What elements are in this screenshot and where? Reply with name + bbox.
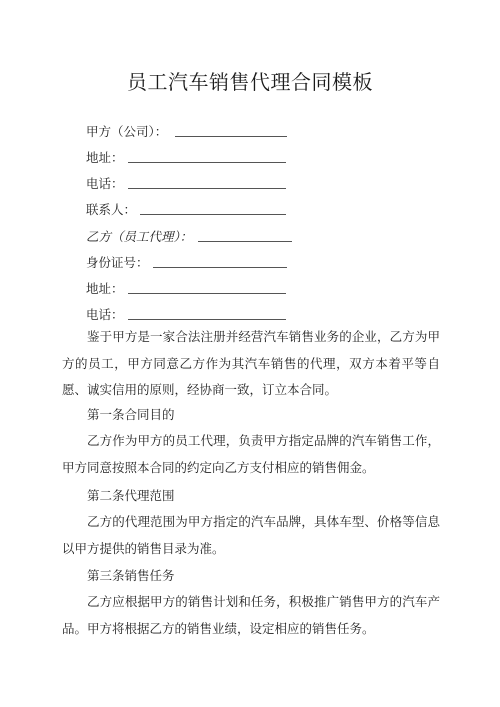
party-b-employee-field [86,228,292,246]
field-label: 电话： [86,176,124,191]
section-body: 乙方应根据甲方的销售计划和任务，积极推广销售甲方的汽车产品。甲方将根据乙方的销售业绩，设定相应的销售任务。 [62,594,440,636]
section-body: 乙方作为甲方的员工代理，负责甲方指定品牌的汽车销售工作，甲方同意按照本合同的约定向乙方支付相应的销售佣金。 [62,433,440,475]
party-a-contact-field [86,201,286,219]
document-title: 员工汽车销售代理合同模板 [127,70,373,94]
party-b-id-field [86,254,287,272]
field-label: 身份证号： [86,255,149,270]
party-b-phone-field [86,306,286,324]
blank-line [128,149,286,163]
section-heading: 第一条合同目的 [87,407,175,422]
intro-paragraph: 鉴于甲方是一家合法注册并经营汽车销售业务的企业，乙方为甲方的员工，甲方同意乙方作为其汽车销售的代理，双方本着平等自愿、诚实信用的原则，经协商一致，订立本合同。 [62,329,440,398]
blank-line [128,175,286,189]
party-a-company-field [86,123,287,141]
field-label: 乙方（员工代理）： [86,229,193,244]
blank-line [198,228,292,242]
blank-line [128,280,286,294]
blank-line [128,306,286,320]
blank-line [175,123,287,137]
field-label: 地址： [86,150,124,165]
party-a-address-field [86,149,286,167]
section-heading: 第二条代理范围 [87,488,175,503]
field-label: 地址： [86,281,124,296]
blank-line [140,201,286,215]
section-heading: 第三条销售任务 [87,568,175,583]
section-body: 乙方的代理范围为甲方指定的汽车品牌，具体车型、价格等信息以甲方提供的销售目录为准。 [62,514,440,556]
party-b-address-field [86,280,286,298]
blank-line [153,254,287,268]
field-label: 联系人： [86,202,137,217]
field-label: 电话： [86,307,124,322]
field-label: 甲方（公司）： [86,124,168,139]
party-a-phone-field [86,175,286,193]
